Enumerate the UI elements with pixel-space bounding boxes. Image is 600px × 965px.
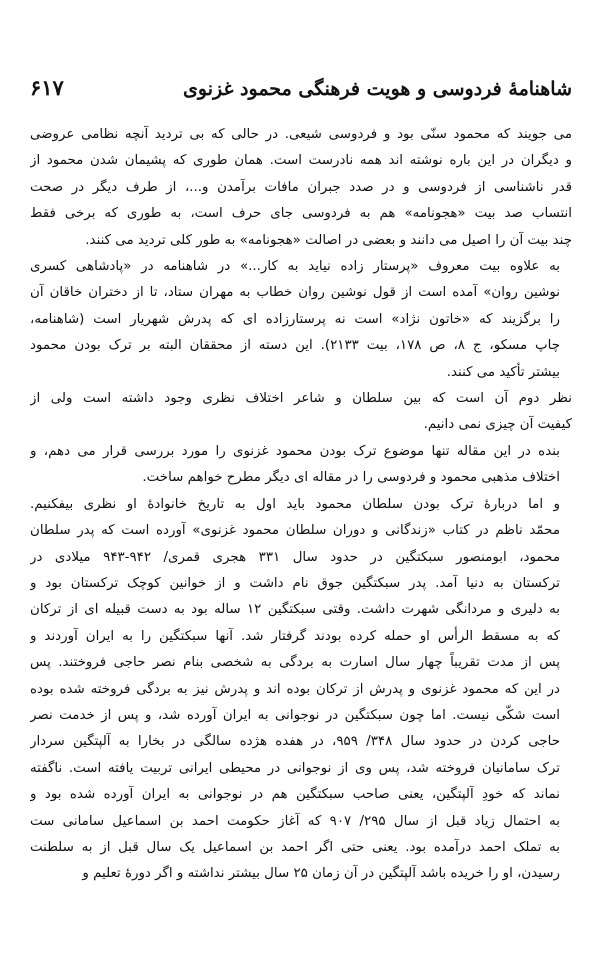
text-line: و دیگران در این باره نوشته اند همه نادرست است. همان طوری که پشیمان شدن محمود از [30, 153, 572, 169]
paragraph [30, 439, 572, 492]
text-line: و اما دربارهٔ ترک بودن سلطان محمود باید اول به تاریخ خانوادهٔ او نظری بیفکنیم. [30, 496, 560, 512]
text-line: انتساب صد بیت «هجونامه» هم به فردوسی جای حرف است، به طوری که برخی فقط [30, 206, 572, 222]
running-title: شاهنامهٔ فردوسی و هویت فرهنگی محمود غزنوی [183, 78, 572, 100]
text-line: محمود، ابومنصور سبکتگین در حدود سال ۳۳۱ هجری قمری/ ۹۴۲-۹۴۳ میلادی در [30, 549, 560, 565]
text-line: چاپ مسکو، ج ۸، ص ۱۷۸، بیت ۲۱۳۳). این دسته از محققان البته بر ترک بودن محمود [30, 338, 560, 354]
text-line: قدر ناشناسی از فردوسی و در صدد جبران مافات برآمدن و...، از طرف دیگر در صحت [30, 179, 572, 195]
paragraph [30, 122, 572, 254]
text-line: بنده در این مقاله تنها موضوع ترک بودن محمود غزنوی را مورد بررسی قرار می دهم، و [30, 443, 560, 459]
paragraph [30, 492, 572, 888]
text-line: در این که محمود غزنوی و پدرش از ترکان بوده اند و پدرش نیز به بردگی فروخته شده بوده [30, 681, 560, 697]
text-line: حاجی کردن در حدود سال ۳۴۸/ ۹۵۹، در هفده هژده سالگی در بخارا به آلپتگین سردار [30, 734, 560, 750]
text-line: نماند که خودِ آلپتگین، یعنی صاحب سبکتگین هم در نوجوانی به ایران آورده شده بود و [30, 787, 560, 803]
text-line: که به مسقط الرأس او حمله کرده بودند گرفتار شد. آنها سبکتگین را به ایران آوردند و [30, 628, 560, 644]
text-line: به احتمال زیاد قبل از سال ۲۹۵/ ۹۰۷ که آغاز حکومت احمد بن اسماعیل سامانی ست [30, 813, 561, 829]
text-line: بیشتر تأکید می کنند. [446, 364, 560, 380]
text-line: نظر دوم آن است که بین سلطان و شاعر اختلاف نظری وجود داشته است ولی از [30, 391, 572, 407]
text-line: به علاوه بیت معروف «پرستار زاده نیاید به کار...» در شاهنامه در «پادشاهی کسری [30, 259, 560, 275]
text-line: ترک سامانیان فروخته شد، پس وی از نوجوانی در محیطی ایرانی تربیت یافته است. ناگفته [30, 760, 560, 776]
text-line: است شکّی نیست. اما چون سبکتگین در نوجوانی به ایران آورده شد، و پس از خدمت نصر [30, 707, 560, 723]
text-line: به تملک احمد درآمده بود. یعنی حتی اگر احمد بن اسماعیل یک سال قبل از به سلطنت [30, 839, 560, 855]
text-line: چند بیت آن را اصیل می دانند و بعضی در اصالت «هجونامه» به طور کلی تردید می کنند. [85, 232, 572, 248]
text-line: ترکستان به دنیا آمد. پدر سبکتگین جوق نام داشت و از خوانین کوچک ترکستان بود و [30, 575, 560, 591]
paragraph [30, 254, 572, 386]
page-header [30, 60, 572, 100]
text-line: به دلیری و مردانگی شهرت داشت. وقتی سبکتگین ۱۲ ساله بود به دست قبیله ای از ترکان [30, 602, 561, 618]
text-line: اختلاف مذهبی محمود و فردوسی را در مقاله ای دیگر مطرح خواهم ساخت. [142, 470, 560, 486]
text-line: کیفیت آن چیزی نمی دانیم. [423, 417, 572, 433]
text-line: را برگزیند که «خاتون نژاد» است نه پرستارزاده ای که پدرش شهریار است (شاهنامه، [30, 311, 560, 327]
text-line: نوشین روان» آمده است از قول نوشین روان خطاب به مهران ستاد، تا از دختران خاقان آن [30, 285, 560, 301]
paragraph [30, 386, 572, 439]
page-number: ۶۱۷ [30, 75, 64, 100]
text-line: می جویند که محمود سنّی بود و فردوسی شیعی. در حالی که بی تردید آنچه نظامی عروضی [30, 127, 572, 142]
text-line: محمّد ناظم در کتاب «زندگانی و دوران سلطان محمود غزنوی» آورده است که پدر سلطان [30, 523, 560, 539]
text-line: رسیدن، او را خریده باشد آلپتگین در آن زمان ۲۵ سال بیشتر نداشته و اگر دورهٔ تعلیم و [82, 866, 560, 882]
text-line: پس از مدت تقریباً چهار سال اسارت به بردگی به شخصی بنام نصر حاجی فروختند. پس [30, 655, 560, 671]
body-text [30, 122, 572, 957]
